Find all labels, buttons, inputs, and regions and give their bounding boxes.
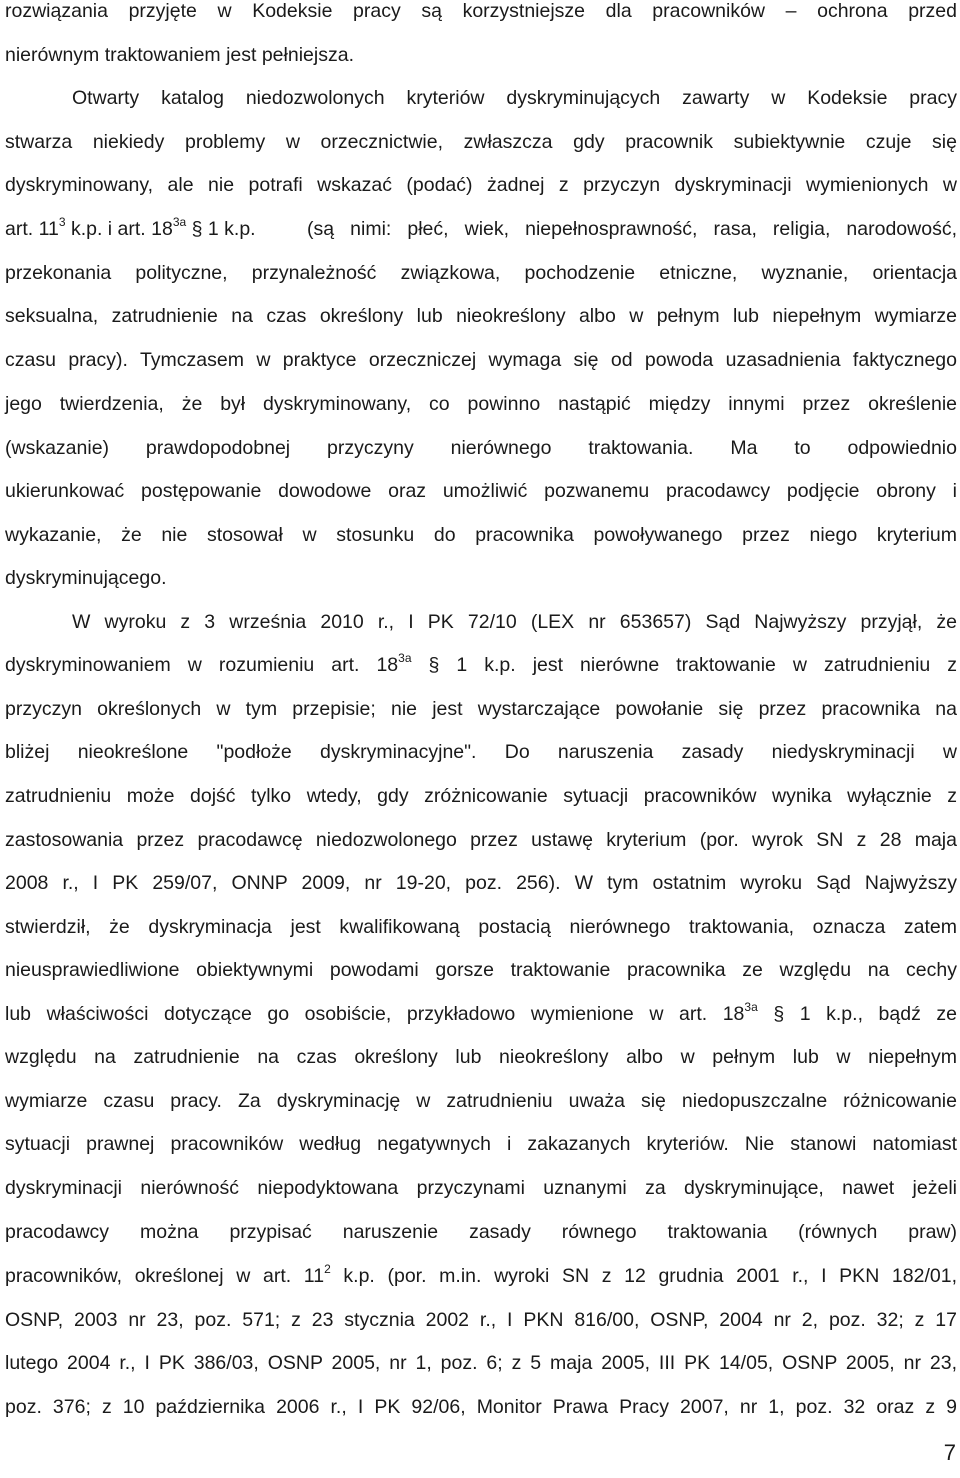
- text-line: 2008 r., I PK 259/07, ONNP 2009, nr 19-20, poz. 256). W tym ostatnim wyroku Sąd Najwyższy: [5, 872, 957, 894]
- text-line: przyczyn określonych w tym przepisie; nie jest wystarczające powołanie się przez pracownika na: [5, 698, 957, 720]
- text-line: stwierdził, że dyskryminacja jest kwalifikowaną postacią nierównego traktowania, oznacza zatem: [5, 916, 957, 938]
- text-line: [5, 1000, 957, 1025]
- text-line: dyskryminowany, ale nie potrafi wskazać (podać) żadnej z przyczyn dyskryminacji wymienionych w: [5, 174, 957, 196]
- text-line: [5, 651, 958, 676]
- text-line: zastosowania przez pracodawcę niedozwolonego przez ustawę kryterium (por. wyrok SN z 28 maja: [5, 829, 957, 851]
- text-fragment: dyskryminowaniem w rozumieniu art. 18: [5, 654, 399, 676]
- text-line: zatrudnieniu może dojść tylko wtedy, gdy zróżnicowanie sytuacji pracowników wynika wyłącznie z: [5, 785, 957, 807]
- text-line: [5, 1262, 957, 1287]
- text-fragment: art. 11: [5, 218, 59, 240]
- superscript: 3: [58, 215, 66, 229]
- text-line: seksualna, zatrudnienie na czas określony lub nieokreślony albo w pełnym lub niepełnym wymiarze: [5, 305, 957, 327]
- text-line: jego twierdzenia, że był dyskryminowany, co powinno nastąpić między innymi przez określenie: [5, 393, 957, 415]
- superscript: 3a: [172, 215, 187, 229]
- text-line: wykazanie, że nie stosował w stosunku do pracownika powoływanego przez niego kryterium: [5, 524, 957, 546]
- text-line: sytuacji prawnej pracowników według negatywnych i zakazanych kryteriów. Nie stanowi natomiast: [5, 1133, 957, 1155]
- text-line: nierównym traktowaniem jest pełniejsza.: [5, 44, 354, 66]
- text-line: dyskryminacji nierówność niepodyktowana przyczynami uznanymi za dyskryminujące, nawet jeżeli: [5, 1177, 957, 1199]
- text-line: bliżej nieokreślone "podłoże dyskryminacyjne". Do naruszenia zasady niedyskryminacji w: [5, 741, 957, 763]
- text-fragment: lub właściwości dotyczące go osobiście, przykładowo wymienione w art. 18: [5, 1003, 745, 1025]
- text-line: pracodawcy można przypisać naruszenie zasady równego traktowania (równych praw): [5, 1221, 957, 1243]
- text-line: (wskazanie) prawdopodobnej przyczyny nierównego traktowania. Ma to odpowiednio: [5, 437, 957, 459]
- text-line: nieusprawiedliwione obiektywnymi powodami gorsze traktowanie pracownika ze względu na cechy: [5, 959, 957, 981]
- paragraph-first-line: W wyroku z 3 września 2010 r., I PK 72/10 (LEX nr 653657) Sąd Najwyższy przyjął, że: [72, 611, 957, 633]
- text-fragment: k.p. (por. m.in. wyroki SN z 12 grudnia 2001 r., I PKN 182/01,: [330, 1265, 957, 1287]
- text-fragment: § 1 k.p. jest nierówne traktowanie w zatrudnieniu z: [411, 654, 958, 676]
- text-line: dyskryminującego.: [5, 567, 167, 589]
- text-fragment: k.p. i art. 18: [65, 218, 173, 240]
- text-line: lutego 2004 r., I PK 386/03, OSNP 2005, nr 1, poz. 6; z 5 maja 2005, III PK 14/05, OSNP 2005, nr 23,: [5, 1352, 957, 1374]
- text-fragment: § 1 k.p., bądź ze: [757, 1003, 957, 1025]
- paragraph-first-line: Otwarty katalog niedozwolonych kryteriów dyskryminujących zawarty w Kodeksie pracy: [72, 87, 957, 109]
- text-line: (są nimi: płeć, wiek, niepełnosprawność, rasa, religia, narodowość,: [307, 218, 957, 240]
- text-fragment: § 1 k.p.: [186, 218, 256, 240]
- text-line: stwarza niekiedy problemy w orzecznictwie, zwłaszcza gdy pracownik subiektywnie czuje się: [5, 131, 957, 153]
- superscript: 3a: [398, 651, 412, 665]
- text-line: rozwiązania przyjęte w Kodeksie pracy są korzystniejsze dla pracowników – ochrona przed: [5, 0, 957, 22]
- text-line: ukierunkować postępowanie dowodowe oraz umożliwić pozwanemu pracodawcy podjęcie obrony i: [5, 480, 957, 502]
- superscript: 2: [324, 1262, 331, 1276]
- text-line: poz. 376; z 10 października 2006 r., I PK 92/06, Monitor Prawa Pracy 2007, nr 1, poz. 32 oraz z 9: [5, 1396, 957, 1418]
- text-line: wymiarze czasu pracy. Za dyskryminację w zatrudnieniu uważa się niedopuszczalne różnicowanie: [5, 1090, 957, 1112]
- text-line: [5, 215, 305, 240]
- text-line: czasu pracy). Tymczasem w praktyce orzeczniczej wymaga się od powoda uzasadnienia faktycznego: [5, 349, 957, 371]
- page-number: 7: [943, 1440, 956, 1465]
- text-line: względu na zatrudnienie na czas określony lub nieokreślony albo w pełnym lub w niepełnym: [5, 1046, 957, 1068]
- text-line: OSNP, 2003 nr 23, poz. 571; z 23 stycznia 2002 r., I PKN 816/00, OSNP, 2004 nr 2, poz. 32; z 17: [5, 1309, 957, 1331]
- superscript: 3a: [744, 1000, 758, 1014]
- text-line: przekonania polityczne, przynależność związkowa, pochodzenie etniczne, wyznanie, orientacja: [5, 262, 957, 284]
- text-fragment: pracowników, określonej w art. 11: [5, 1265, 325, 1287]
